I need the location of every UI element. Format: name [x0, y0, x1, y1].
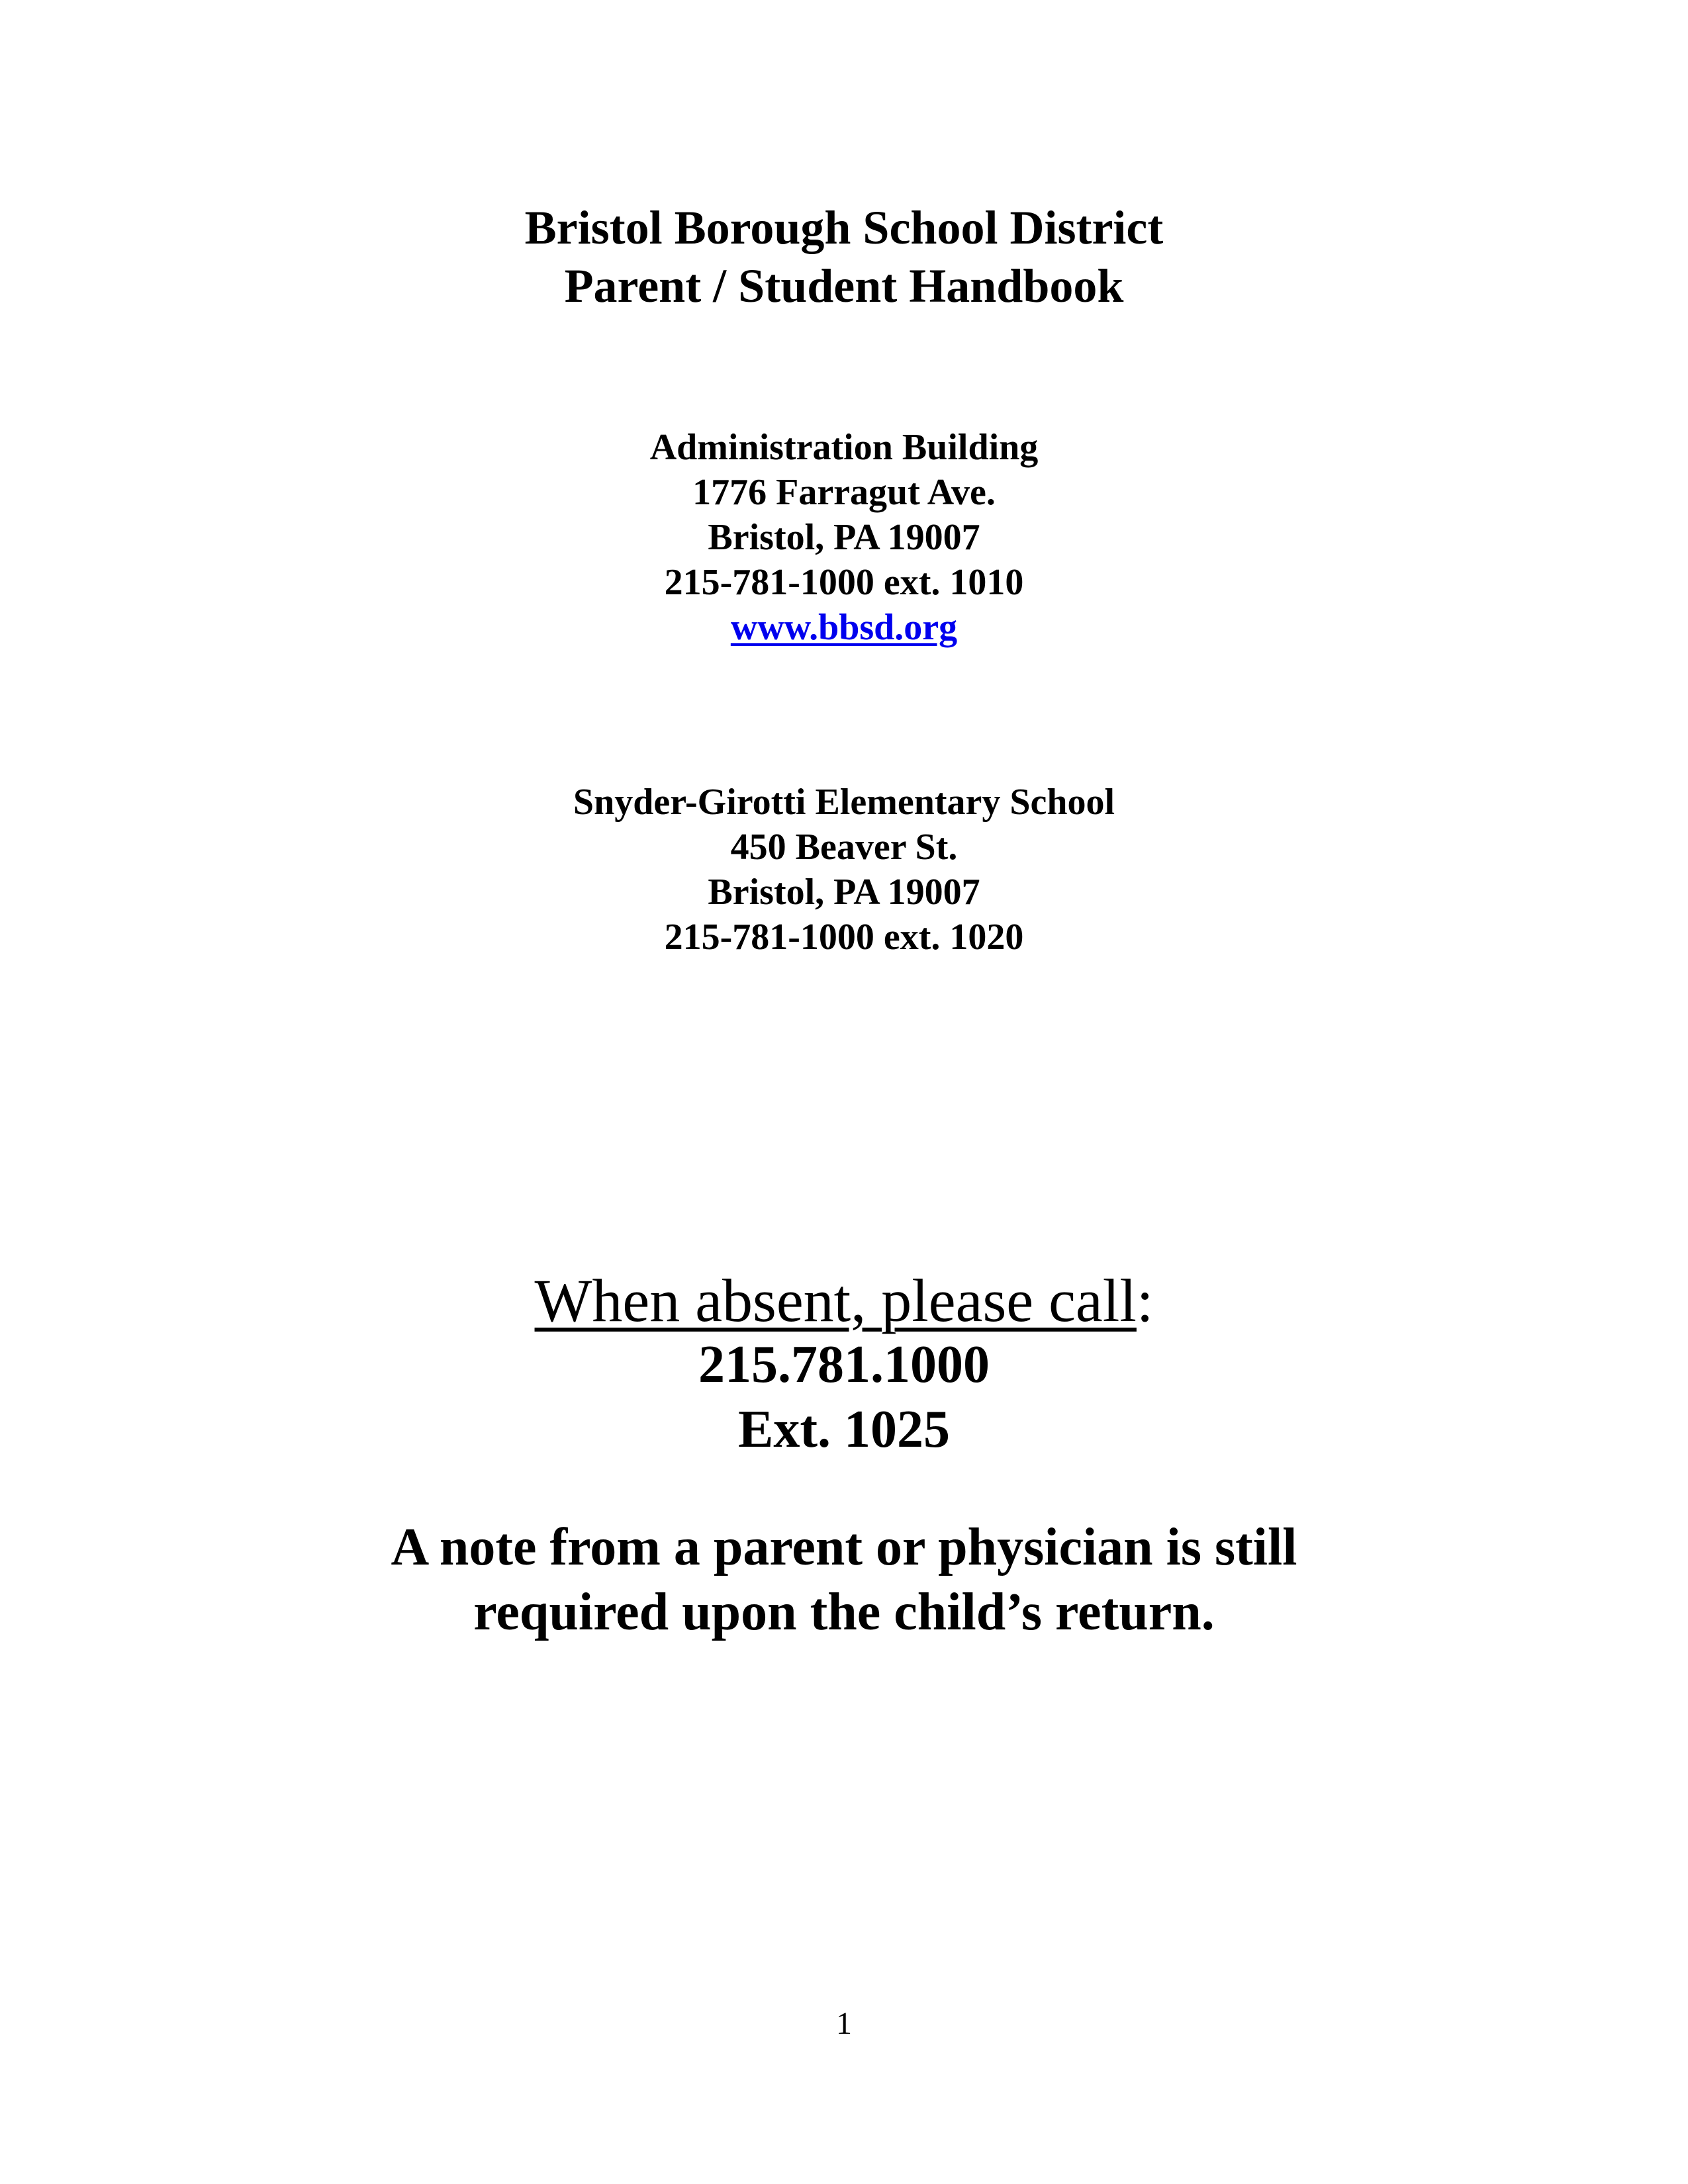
absence-heading-text: When absent, please call — [534, 1267, 1137, 1334]
document-subtitle: Parent / Student Handbook — [564, 259, 1124, 312]
absence-phone: 215.781.1000 — [698, 1336, 990, 1394]
admin-phone: 215-781-1000 ext. 1010 — [664, 562, 1024, 603]
school-name: Snyder-Girotti Elementary School — [573, 782, 1115, 823]
website-row — [0, 605, 1688, 650]
document-title: Bristol Borough School District — [524, 201, 1164, 254]
school-street: 450 Beaver St. — [730, 827, 958, 868]
absence-extension: Ext. 1025 — [738, 1400, 950, 1459]
absence-heading-colon: : — [1136, 1267, 1154, 1334]
admin-city: Bristol, PA 19007 — [708, 517, 980, 558]
absence-note-line1: A note from a parent or physician is still — [391, 1518, 1297, 1576]
page-number: 1 — [836, 2006, 852, 2041]
admin-street: 1776 Farragut Ave. — [692, 472, 996, 513]
absence-note-line2: required upon the child’s return. — [473, 1583, 1215, 1641]
absence-heading — [0, 1264, 1688, 1337]
school-phone: 215-781-1000 ext. 1020 — [664, 917, 1024, 958]
admin-building-name: Administration Building — [649, 427, 1039, 468]
website-link[interactable]: www.bbsd.org — [730, 607, 958, 648]
school-city: Bristol, PA 19007 — [708, 872, 980, 913]
